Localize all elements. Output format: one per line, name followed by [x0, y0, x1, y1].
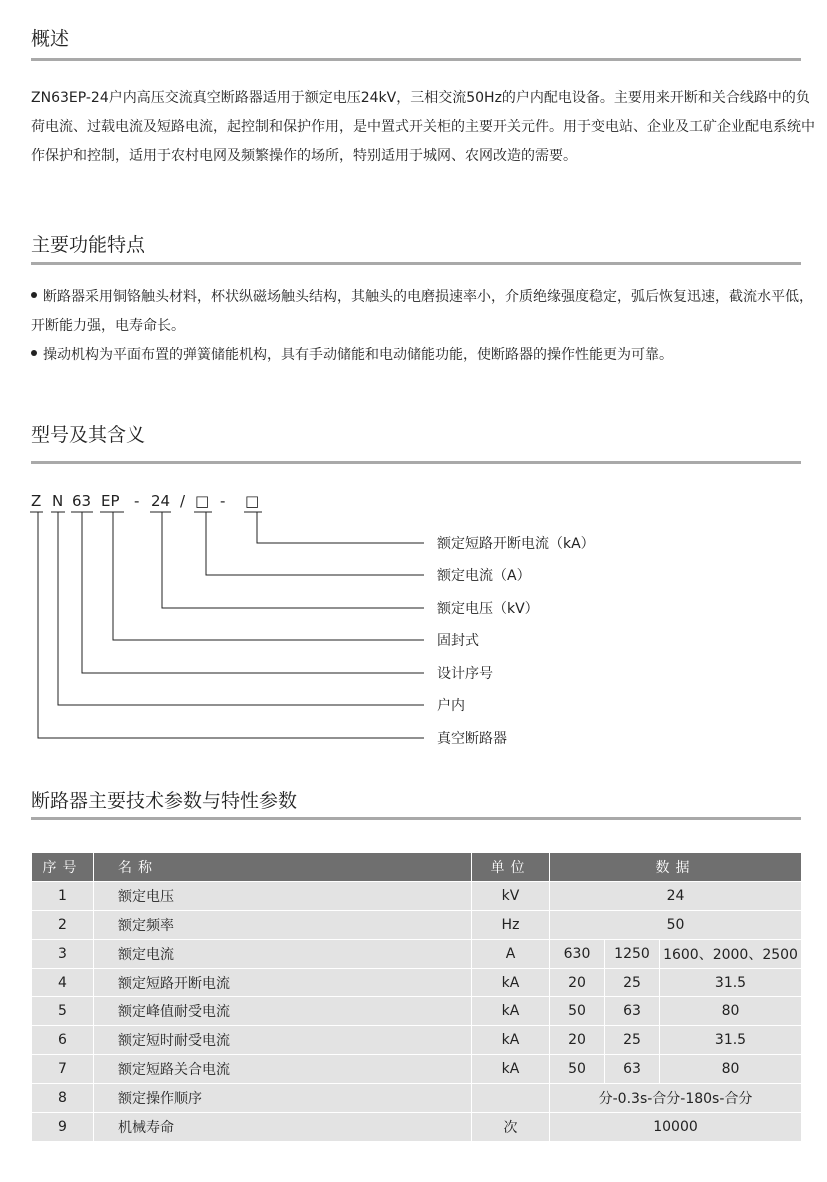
row-name: 额定电流 — [94, 939, 472, 968]
feature-item — [31, 341, 821, 370]
row-data: 50 — [550, 997, 605, 1026]
section-divider — [31, 58, 801, 61]
feature-item — [31, 283, 821, 341]
section-divider — [31, 461, 801, 464]
row-data: 31.5 — [660, 1026, 802, 1055]
row-data: 1600、2000、2500 — [660, 939, 802, 968]
feature-text: 断路器采用铜铬触头材料，杯状纵磁场触头结构，其触头的电磨损速率小，介质绝缘强度稳定，弧后恢复迅速，截流水平低，开断能力强，电寿命长。 — [31, 289, 813, 334]
code-part-slash: / — [180, 492, 186, 510]
features-list — [31, 283, 821, 370]
row-data: 63 — [605, 1055, 660, 1084]
header-unit: 单位 — [472, 853, 550, 882]
row-unit: A — [472, 939, 550, 968]
row-data: 80 — [660, 997, 802, 1026]
row-name: 额定峰值耐受电流 — [94, 997, 472, 1026]
table-row — [32, 1055, 802, 1084]
row-unit: 次 — [472, 1113, 550, 1142]
section-title-specs: 断路器主要技术参数与特性参数 — [31, 790, 298, 812]
row-data: 20 — [550, 1026, 605, 1055]
overview-paragraph: ZN63EP-24户内高压交流真空断路器适用于额定电压24kV，三相交流50Hz的户内配电设备。主要用来开断和关合线路中的负荷电流、过载电流及短路电流，起控制和保护作用，是中置式开关柜的主要开关元件。用于变电站、企业及工矿企业配电系统中作保护和控制，适用于农村电网及频繁操作的场所，特别适用于城网、农网改造的需要。 — [31, 90, 815, 164]
row-data: 分-0.3s-合分-180s-合分 — [550, 1084, 802, 1113]
row-name: 额定频率 — [94, 910, 472, 939]
row-data: 25 — [605, 968, 660, 997]
row-no: 1 — [32, 881, 94, 910]
meaning-rated-current: 额定电流（A） — [437, 568, 531, 584]
header-data: 数据 — [550, 853, 802, 882]
specs-table — [31, 852, 802, 1142]
header-name: 名称 — [94, 853, 472, 882]
row-data: 25 — [605, 1026, 660, 1055]
row-data: 20 — [550, 968, 605, 997]
meaning-embedded-type: 固封式 — [437, 633, 479, 649]
row-unit: kA — [472, 1055, 550, 1084]
table-row — [32, 968, 802, 997]
row-data: 50 — [550, 1055, 605, 1084]
row-data: 80 — [660, 1055, 802, 1084]
row-no: 4 — [32, 968, 94, 997]
code-part-series: 63 — [72, 492, 92, 510]
section-title-model: 型号及其含义 — [31, 424, 146, 446]
code-part-dash: - — [134, 492, 140, 510]
table-row — [32, 939, 802, 968]
row-data: 50 — [550, 910, 802, 939]
meaning-rated-voltage: 额定电压（kV） — [437, 601, 539, 617]
table-row — [32, 1084, 802, 1113]
row-data: 31.5 — [660, 968, 802, 997]
row-data: 10000 — [550, 1113, 802, 1142]
row-name: 额定短时耐受电流 — [94, 1026, 472, 1055]
row-no: 9 — [32, 1113, 94, 1142]
meaning-indoor: 户内 — [437, 698, 465, 714]
row-no: 5 — [32, 997, 94, 1026]
row-unit: kA — [472, 1026, 550, 1055]
row-no: 7 — [32, 1055, 94, 1084]
table-row — [32, 997, 802, 1026]
model-designation-diagram — [0, 480, 827, 760]
code-part-ep: EP — [101, 492, 120, 510]
meaning-design-number: 设计序号 — [437, 666, 493, 682]
code-part-voltage: 24 — [151, 492, 171, 510]
row-unit: kV — [472, 881, 550, 910]
row-name: 额定操作顺序 — [94, 1084, 472, 1113]
meaning-vacuum-breaker: 真空断路器 — [437, 731, 507, 747]
feature-text: 操动机构为平面布置的弹簧储能机构，具有手动储能和电动储能功能，使断路器的操作性能更为可靠。 — [43, 347, 673, 363]
row-data: 1250 — [605, 939, 660, 968]
header-no: 序号 — [32, 853, 94, 882]
table-row — [32, 1026, 802, 1055]
table-row — [32, 910, 802, 939]
row-unit: kA — [472, 968, 550, 997]
meaning-breaking-current: 额定短路开断电流（kA） — [437, 536, 595, 552]
row-name: 机械寿命 — [94, 1113, 472, 1142]
code-part-breaking-box: □ — [245, 492, 260, 510]
row-name: 额定短路开断电流 — [94, 968, 472, 997]
code-part-current-box: □ — [195, 492, 210, 510]
code-part-dash: - — [220, 492, 226, 510]
leader-lines — [30, 512, 424, 738]
row-unit: kA — [472, 997, 550, 1026]
row-data: 63 — [605, 997, 660, 1026]
row-unit — [472, 1084, 550, 1113]
bullet-icon — [31, 350, 37, 356]
section-divider — [31, 262, 801, 265]
code-part-z: Z — [31, 492, 42, 510]
table-row — [32, 1113, 802, 1142]
row-no: 3 — [32, 939, 94, 968]
section-title-features: 主要功能特点 — [31, 234, 146, 256]
table-header-row — [32, 853, 802, 882]
row-name: 额定电压 — [94, 881, 472, 910]
section-divider — [31, 817, 801, 820]
row-data: 24 — [550, 881, 802, 910]
row-name: 额定短路关合电流 — [94, 1055, 472, 1084]
table-row — [32, 881, 802, 910]
row-no: 8 — [32, 1084, 94, 1113]
code-part-n: N — [52, 492, 64, 510]
row-data: 630 — [550, 939, 605, 968]
row-no: 6 — [32, 1026, 94, 1055]
bullet-icon — [31, 292, 37, 298]
section-title-overview: 概述 — [31, 28, 70, 50]
row-no: 2 — [32, 910, 94, 939]
row-unit: Hz — [472, 910, 550, 939]
